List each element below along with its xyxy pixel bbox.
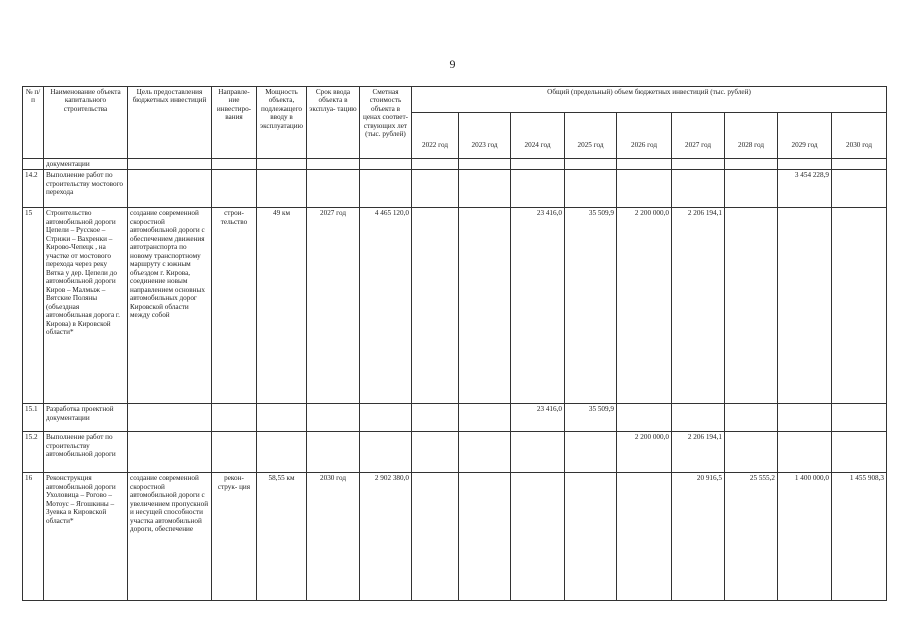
header-capacity: Мощность объекта, подлежащего вводу в эксплуатацию [257, 87, 307, 159]
row-num: 15.2 [23, 432, 44, 473]
row-value [459, 473, 511, 601]
header-year: 2023 год [459, 113, 511, 159]
row-value: 2 206 194,1 [672, 432, 725, 473]
row-value [832, 432, 887, 473]
row-value: 35 509,9 [565, 404, 617, 432]
row-value [565, 432, 617, 473]
row-value [412, 404, 459, 432]
row-num: 15.1 [23, 404, 44, 432]
row-cost: 4 465 120,0 [360, 208, 412, 404]
header-year: 2027 год [672, 113, 725, 159]
row-value [672, 170, 725, 208]
row-cost [360, 159, 412, 170]
header-year: 2024 год [511, 113, 565, 159]
row-value [617, 404, 672, 432]
row-num: 14.2 [23, 170, 44, 208]
row-value [412, 170, 459, 208]
row-name: документации [44, 159, 128, 170]
row-capacity: 58,55 км [257, 473, 307, 601]
table-row [23, 208, 887, 404]
row-direction [212, 170, 257, 208]
row-value [565, 159, 617, 170]
row-direction: рекон- струк- ция [212, 473, 257, 601]
row-capacity [257, 404, 307, 432]
row-value: 35 509,9 [565, 208, 617, 404]
row-value [672, 404, 725, 432]
row-cost [360, 432, 412, 473]
row-direction [212, 404, 257, 432]
header-cost: Сметная стоимость объекта в ценах соответ- ствующих лет (тыс. рублей) [360, 87, 412, 159]
row-value [832, 170, 887, 208]
row-name: Выполнение работ по строительству автомобильной дороги [44, 432, 128, 473]
row-direction [212, 432, 257, 473]
investment-table [22, 86, 887, 601]
row-value [412, 159, 459, 170]
row-term [307, 432, 360, 473]
row-num: 15 [23, 208, 44, 404]
row-value [725, 208, 778, 404]
row-value [511, 159, 565, 170]
row-value [617, 473, 672, 601]
header-year: 2025 год [565, 113, 617, 159]
row-value [617, 170, 672, 208]
row-value [459, 208, 511, 404]
row-direction: строи- тельство [212, 208, 257, 404]
page-number: 9 [449, 57, 456, 71]
row-value [832, 404, 887, 432]
header-term: Срок ввода объекта в эксплуа- тацию [307, 87, 360, 159]
row-goal [128, 432, 212, 473]
header-direction: Направле- ние инвестиро- вания [212, 87, 257, 159]
table-row [23, 432, 887, 473]
row-value: 23 416,0 [511, 208, 565, 404]
row-value [565, 473, 617, 601]
row-value: 1 400 000,0 [778, 473, 832, 601]
row-term: 2030 год [307, 473, 360, 601]
row-capacity [257, 159, 307, 170]
row-term: 2027 год [307, 208, 360, 404]
row-value [778, 159, 832, 170]
row-value [725, 170, 778, 208]
row-value [778, 208, 832, 404]
row-cost [360, 404, 412, 432]
row-term [307, 404, 360, 432]
row-direction [212, 159, 257, 170]
row-value [412, 473, 459, 601]
header-name: Наименование объекта капитального строительства [44, 87, 128, 159]
row-value [412, 208, 459, 404]
row-value [511, 432, 565, 473]
row-goal [128, 159, 212, 170]
row-value [778, 432, 832, 473]
row-value [412, 432, 459, 473]
header-year: 2022 год [412, 113, 459, 159]
row-value: 25 555,2 [725, 473, 778, 601]
row-value [511, 473, 565, 601]
row-name: Строительство автомобильной дороги Цепели – Русское – Стрижи – Вахренки – Кирово-Чепецк , на участке от мостового перехода через реку Вятка у дер. Цепели до автомобильной дороги Киров – Малмыж – Вятские Поляны (объездная автомобильная дорога г. Кирова) в Кировской области* [44, 208, 128, 404]
row-capacity [257, 170, 307, 208]
row-value [725, 159, 778, 170]
header-year: 2028 год [725, 113, 778, 159]
row-term [307, 159, 360, 170]
row-value [459, 159, 511, 170]
row-goal: создание современной скоростной автомобильной дороги с обеспечением движения автотранспорта по новому транспортному маршруту с южным объездом г. Кирова, соединение новым направлением основных автомобильных дорог Кировской области между собой [128, 208, 212, 404]
row-num [23, 159, 44, 170]
row-value: 2 200 000,0 [617, 208, 672, 404]
row-cost [360, 170, 412, 208]
header-year: 2026 год [617, 113, 672, 159]
row-value: 2 200 000,0 [617, 432, 672, 473]
row-value: 3 454 228,9 [778, 170, 832, 208]
row-value [725, 432, 778, 473]
header-goal: Цель предоставления бюджетных инвестиций [128, 87, 212, 159]
table-row [23, 404, 887, 432]
row-goal [128, 404, 212, 432]
row-value [459, 432, 511, 473]
row-name: Выполнение работ по строительству мостового перехода [44, 170, 128, 208]
row-value [565, 170, 617, 208]
row-value [459, 404, 511, 432]
row-value [617, 159, 672, 170]
row-value [672, 159, 725, 170]
row-capacity [257, 432, 307, 473]
row-value [778, 404, 832, 432]
header-year: 2029 год [778, 113, 832, 159]
table-row [23, 170, 887, 208]
row-cost: 2 902 380,0 [360, 473, 412, 601]
row-value: 2 206 194,1 [672, 208, 725, 404]
header-num: № п/п [23, 87, 44, 159]
table-row [23, 473, 887, 601]
row-value [459, 170, 511, 208]
row-value [832, 208, 887, 404]
row-value [725, 404, 778, 432]
header-year: 2030 год [832, 113, 887, 159]
row-value [511, 170, 565, 208]
row-value: 20 916,5 [672, 473, 725, 601]
row-goal: создание современной скоростной автомобильной дороги с увеличением пропускной и несущей способности участка автомобильной дороги, обеспечение [128, 473, 212, 601]
row-term [307, 170, 360, 208]
row-value [832, 159, 887, 170]
header-total: Общий (предельный) объем бюджетных инвестиций (тыс. рублей) [412, 87, 887, 113]
row-goal [128, 170, 212, 208]
row-capacity: 49 км [257, 208, 307, 404]
row-num: 16 [23, 473, 44, 601]
table-row [23, 159, 887, 170]
row-name: Реконструкция автомобильной дороги Ухоловица – Рогово – Мотоус – Ягошкины – Зуевка в Кировской области* [44, 473, 128, 601]
row-name: Разработка проектной документации [44, 404, 128, 432]
row-value: 1 455 908,3 [832, 473, 887, 601]
row-value: 23 416,0 [511, 404, 565, 432]
